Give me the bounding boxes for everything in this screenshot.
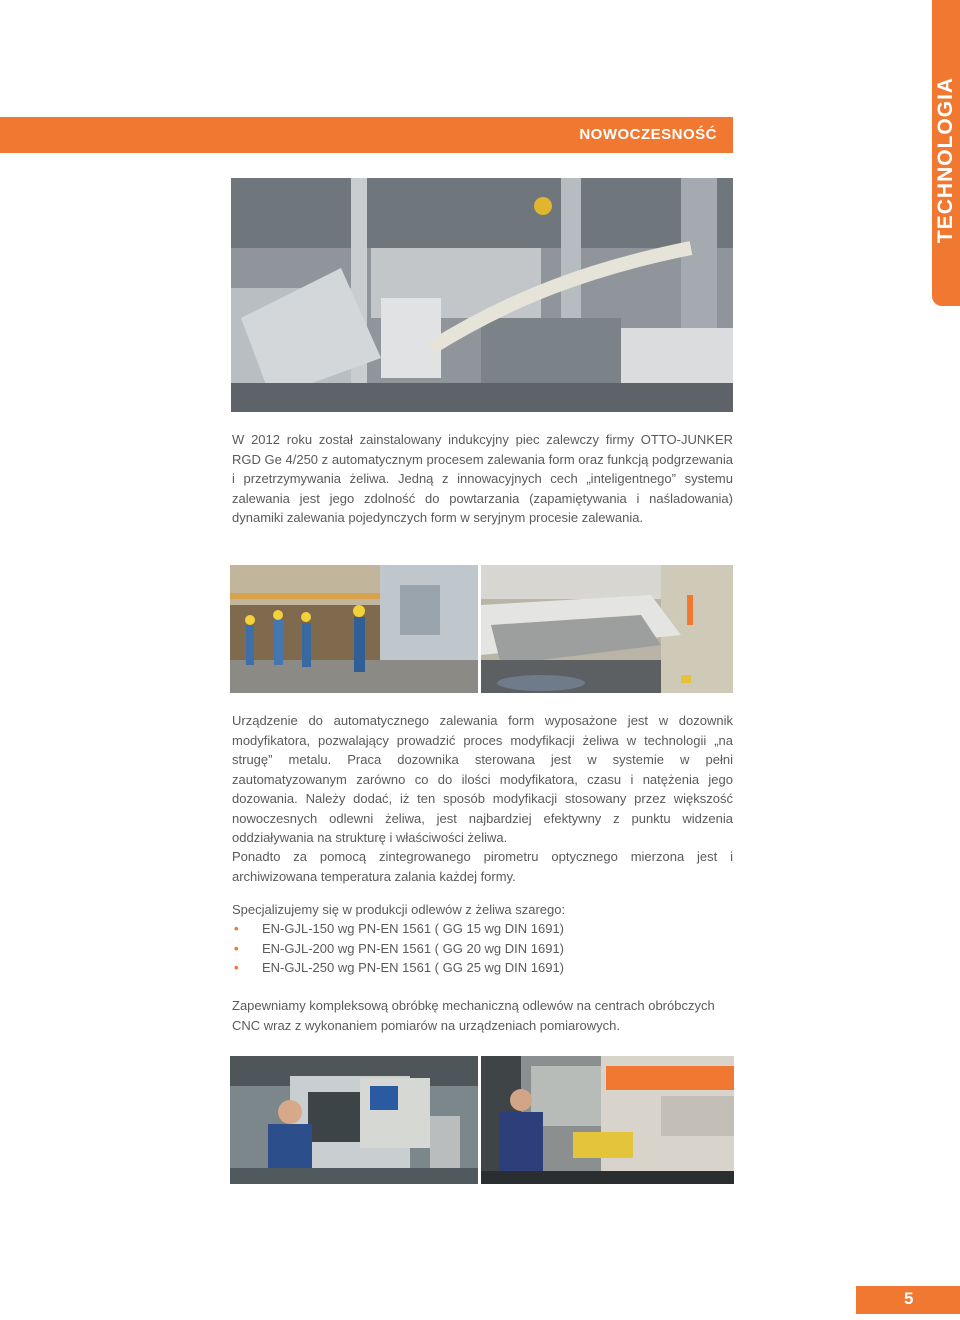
bullet-icon: • <box>234 960 239 975</box>
intro-paragraph: W 2012 roku został zainstalowany indukcyjny piec zalewczy firmy OTTO-JUNKER RGD Ge 4/250 z automatycznym procesem zalewania form oraz funkcją podgrzewania i przetrzymywania żeliwa. Jedną z innowacyjnych cech „inteligentnego” systemu zalewania jest jego zdolność do powtarzania (zapamiętywania i naśladowania) dynamiki zalewania pojedynczych form w seryjnym procesie zalewania. <box>232 432 733 525</box>
side-tab-label: TECHNOLOGIA <box>934 76 957 244</box>
workers-photo <box>230 565 478 693</box>
list-item-label: EN-GJL-150 wg PN-EN 1561 ( GG 15 wg DIN 1691) <box>262 921 565 936</box>
cnc-operator-photo <box>230 1056 478 1184</box>
list-item-label: EN-GJL-200 wg PN-EN 1561 ( GG 20 wg DIN 1691) <box>262 940 565 956</box>
page-number: 5 <box>904 1289 914 1308</box>
bullet-icon: • <box>234 921 239 936</box>
list-item <box>232 939 733 959</box>
list-item-label: EN-GJL-250 wg PN-EN 1561 ( GG 25 wg DIN 1691) <box>262 960 565 975</box>
furnace-photo <box>231 178 733 412</box>
machining-paragraph: Zapewniamy kompleksową obróbkę mechaniczną odlewów na centrach obróbczych CNC wraz z wykonaniem pomiarów na urządzeniach pomiarowych. <box>232 998 715 1033</box>
bullet-icon: • <box>234 940 239 956</box>
pyrometer-paragraph: Ponadto za pomocą zintegrowanego pirometru optycznego mierzona jest i archiwizowana temperatura zalania każdej formy. <box>232 849 733 884</box>
pouring-line-photo <box>481 565 733 693</box>
list-item <box>232 919 733 939</box>
dosing-paragraph: Urządzenie do automatycznego zalewania form wyposażone jest w dozownik modyfikatora, pozwalający prowadzić proces modyfikacji żeliwa w technologii „na strugę” metalu. Praca dozownika sterowana jest w systemie w pełni zautomatyzowanym zarówno co do ilości modyfikatora, czasu i natężenia jego dozowania. Należy dodać, iż ten sposób modyfikacji stosowany przez większość nowoczesnych odlewni żeliwa, jest najbardziej efektywny z punktu widzenia oddziaływania na strukturę i właściwości żeliwa. <box>232 713 733 845</box>
section-header <box>0 117 733 153</box>
specialization-intro: Specjalizujemy się w produkcji odlewów z żeliwa szarego: <box>232 902 566 917</box>
section-title: NOWOCZESNOŚĆ <box>579 126 717 143</box>
cnc-machine-photo <box>481 1056 734 1184</box>
specialization-list <box>232 919 733 978</box>
list-item <box>232 958 733 978</box>
